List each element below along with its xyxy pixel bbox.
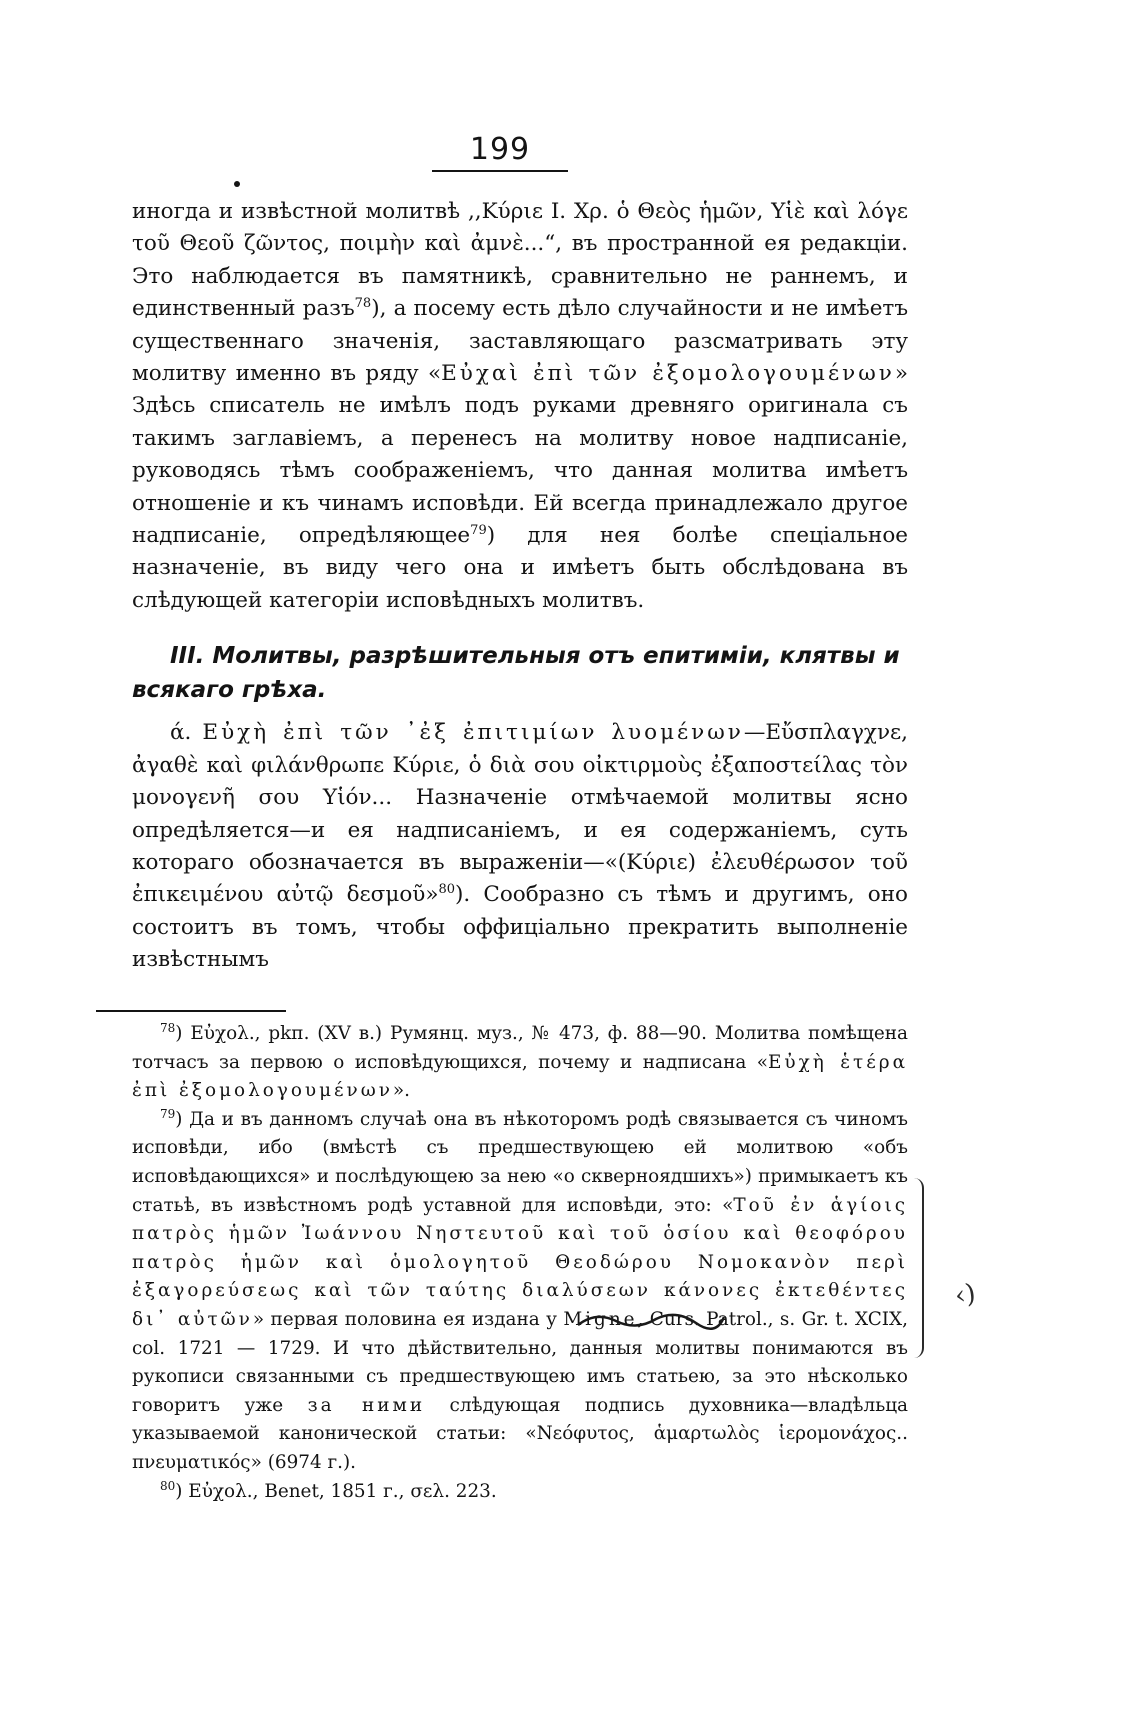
- footnote-78: $^{78}$) Εὐχολ., рkп. (XV в.) Румянц. муз., № 473, ф. 88—90. Молитва помѣщена тотчасъ за первою о исповѣдующихся, почему и надписана «Εὐχὴ ἑτέρα ἐπὶ ἐξομολογουμένων».: [132, 1020, 908, 1102]
- footnote-ref-80: 80: [438, 882, 456, 898]
- footnote-ref-78: 78: [354, 296, 372, 312]
- handwritten-scribble: [576, 1307, 726, 1333]
- paragraph-2: ά. Εὐχὴ ἐπὶ τῶν ᾽ἐξ ἐπιτιμίων λυομένων—Εὔσπλαγχνε, ἀγαθὲ καὶ φιλάνθρωπε Κύριε, ὁ διὰ σου οἰκτιρμοὺς ἐξαποστείλας τὸν μονογενῆ σου Υἱόν... Назначеніе отмѣчаемой молитвы ясно опредѣляется—и ея надписаніемъ, и ея содержаніемъ, суть котораго обозначается въ выраженіи—«(Κύριε) ἐλευθέρωσον τοῦ ἐπικειμένου αὐτῷ δεσμοῦ»$^{80}$). Сообразно съ тѣмъ и другимъ, оно состоитъ въ томъ, чтобы оффиціально прекратить выполненіе извѣстнымъ: [132, 720, 908, 973]
- prayer-number: ά.: [170, 720, 192, 746]
- footnote-ref-79: 79: [470, 522, 487, 538]
- page-number-rule: [432, 170, 568, 172]
- footnote-79: $^{79}$) Да и въ данномъ случаѣ она въ нѣкоторомъ родѣ связывается съ чиномъ исповѣди, ибо (вмѣстѣ съ предшествующею ей молитвою «объ исповѣдающихся» и послѣдующею за нею «о скверноядшихъ») примыкаетъ къ статьѣ, въ извѣстномъ родѣ уставной для исповѣди, это: «Τοῦ ἐν ἁγίοις πατρὸς ἡμῶν Ἰωάννου Νηστευτοῦ καὶ τοῦ ὁσίου καὶ θεοφόρου πατρὸς ἡμῶν καὶ ὁμολογητοῦ Θεοδώρου Νομοκανὸν περὶ ἐξαγορεύσεως καὶ τῶν ταύτης διαλύσεων κάνονες ἐκτεθέντες δι᾽ αὐτῶν» первая половина ея издана у Migne, Curs. Patrol., s. Gr. t. XCIX, col. 1721 — 1729. И что дѣйствительно, данныя молитвы понимаются въ рукописи связанными съ предшествующею имъ статьею, за это нѣсколько говоритъ уже за ними слѣдующая подпись духовника—владѣльца указываемой канонической статьи: «Νεόφυτος, ἁμαρτωλὸς ἱερομονάχος.. πνευματικός» (6974 г.).: [132, 1106, 909, 1473]
- prayer-title-greek: Εὐχὴ ἐπὶ τῶν ᾽ἐξ ἐπιτιμίων λυομένων: [202, 720, 744, 746]
- handwritten-margin-note: ‹): [953, 1278, 978, 1312]
- page-number: 199: [469, 132, 531, 167]
- footnote-80: $^{80}$) Εὐχολ., Benet, 1851 г., σελ. 223.: [160, 1478, 497, 1502]
- section-heading: III. Молитвы, разрѣшительныя отъ епитиміи, клятвы и всякаго грѣха.: [132, 643, 900, 704]
- greek-title: Εὐχαὶ ἐπὶ τῶν ἐξομολογουμένων: [441, 361, 895, 387]
- main-text: [132, 196, 908, 977]
- paragraph-1: иногда и извѣстной молитвѣ ,,Κύριε Ι. Χρ. ὁ Θεὸς ἡμῶν, Υἱὲ καὶ λόγε τοῦ Θεοῦ ζῶντος, ποιμὴν καὶ ἀμνὲ...“, въ пространной ея редакціи. Это наблюдается въ памятникѣ, сравнительно не раннемъ, и единственный разъ$^{78}$), а посему есть дѣло случайности и не имѣетъ существеннаго значенія, заставляющаго разсматривать эту молитву именно въ ряду «Εὐχαὶ ἐπὶ τῶν ἐξομολογουμένων» Здѣсь списатель не имѣлъ подъ руками древняго оригинала съ такимъ заглавіемъ, а перенесъ на молитву новое надписаніе, руководясь тѣмъ соображеніемъ, что данная молитва имѣетъ отношеніе и къ чинамъ исповѣди. Ей всегда принадлежало другое надписаніе, опредѣляющее$^{79}$) для нея болѣе спеціальное назначеніе, въ виду чего она и имѣетъ быть обслѣдована въ слѣдующей категоріи исповѣдныхъ молитвъ.: [132, 199, 909, 613]
- ink-dot: [234, 181, 240, 187]
- footnotes: [132, 1020, 908, 1506]
- footnote-rule: [96, 1010, 286, 1012]
- handwritten-bracket: [912, 1178, 924, 1358]
